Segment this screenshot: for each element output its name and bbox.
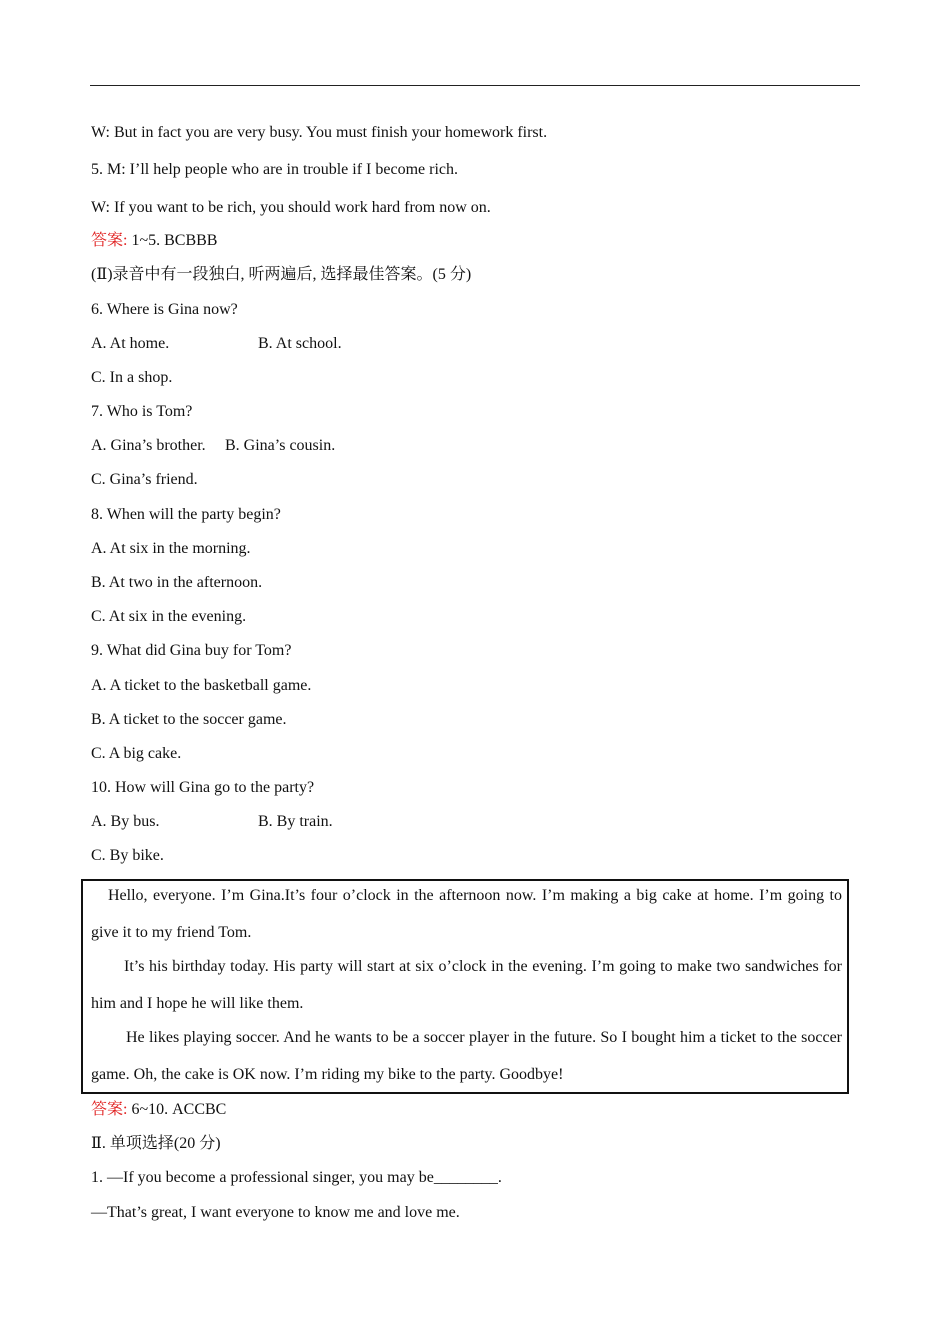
section-heading: Ⅱ. 单项选择(20 分) — [91, 1135, 221, 1152]
option-a: A. Gina’s brother. — [91, 437, 206, 454]
option-b: B. At school. — [258, 335, 342, 352]
header-rule — [90, 85, 860, 86]
option-b: B. By train. — [258, 813, 333, 830]
dialogue-line: 5. M: I’ll help people who are in trouble if I become rich. — [91, 161, 458, 178]
option-c: C. In a shop. — [91, 369, 173, 386]
question-stem: 9. What did Gina buy for Tom? — [91, 642, 292, 659]
transcript-paragraph: Hello, everyone. I’m Gina.It’s four o’clock in the afternoon now. I’m making a big cake at home. I’m going to give it to my friend Tom. — [91, 887, 842, 941]
question-stem: 7. Who is Tom? — [91, 403, 193, 420]
option-b: B. At two in the afternoon. — [91, 574, 263, 591]
section-heading: (Ⅱ)录音中有一段独白, 听两遍后, 选择最佳答案。(5 分) — [91, 266, 472, 283]
option-b: B. A ticket to the soccer game. — [91, 711, 287, 728]
option-a: A. At home. — [91, 335, 170, 352]
option-a: A. A ticket to the basketball game. — [91, 677, 312, 694]
answer-value: 1~5. BCBBB — [131, 232, 218, 249]
answer-value: 6~10. ACCBC — [131, 1101, 227, 1118]
answer-label: 答案: — [91, 232, 128, 249]
answer-line — [91, 1100, 226, 1120]
transcript-paragraph: He likes playing soccer. And he wants to be a soccer player in the future. So I bought him a ticket to the soccer game. Oh, the cake is OK now. I’m riding my bike to the party. Goodbye! — [91, 1029, 842, 1083]
transcript-box — [81, 879, 849, 1094]
transcript-paragraph: It’s his birthday today. His party will start at six o’clock in the evening. I’m going to make two sandwiches for him and I hope he will like them. — [91, 958, 842, 1012]
dialogue-line: W: If you want to be rich, you should work hard from now on. — [91, 199, 491, 216]
question-stem: 1. —If you become a professional singer, you may be________. — [91, 1169, 502, 1186]
option-c: C. A big cake. — [91, 745, 182, 762]
option-c: C. Gina’s friend. — [91, 471, 198, 488]
option-a: A. By bus. — [91, 813, 160, 830]
option-c: C. By bike. — [91, 847, 164, 864]
option-c: C. At six in the evening. — [91, 608, 247, 625]
question-stem: 6. Where is Gina now? — [91, 301, 238, 318]
option-b: B. Gina’s cousin. — [225, 437, 336, 454]
question-stem: 10. How will Gina go to the party? — [91, 779, 315, 796]
dialogue-line: —That’s great, I want everyone to know me and love me. — [91, 1204, 460, 1221]
question-stem: 8. When will the party begin? — [91, 506, 281, 523]
answer-line — [91, 231, 217, 251]
dialogue-line: W: But in fact you are very busy. You must finish your homework first. — [91, 124, 548, 141]
answer-label: 答案: — [91, 1101, 128, 1118]
option-a: A. At six in the morning. — [91, 540, 251, 557]
